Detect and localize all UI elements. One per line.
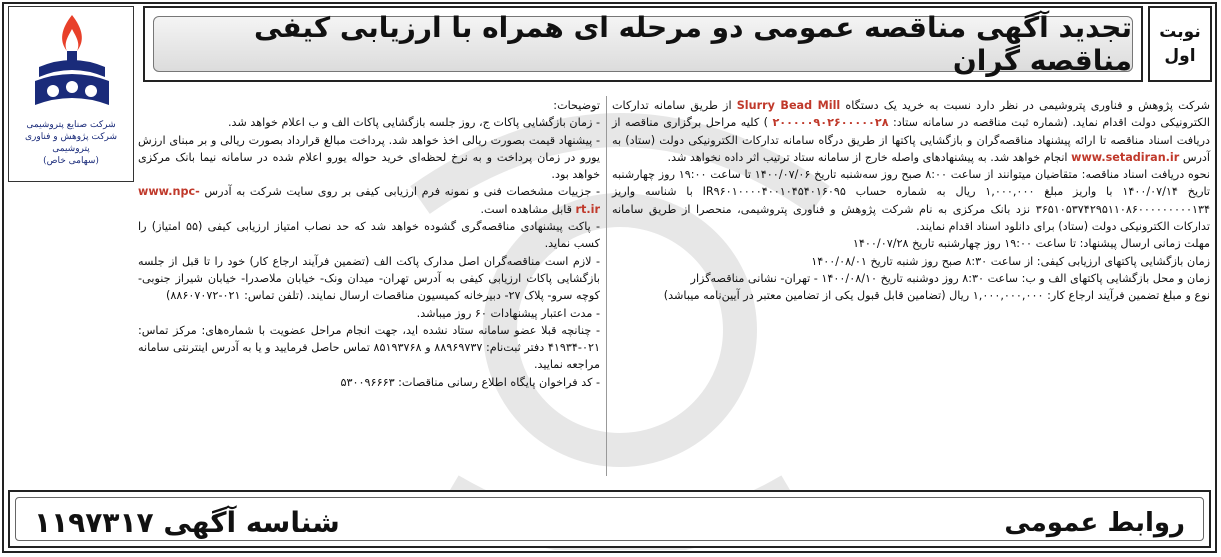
round-label: نوبت bbox=[1159, 22, 1201, 42]
public-relations: روابط عمومی bbox=[1004, 508, 1185, 538]
note-8: - کد فراخوان پایگاه اطلاع رسانی مناقصات: ۵۳۰۰۹۶۶۶۳ bbox=[340, 375, 600, 389]
envelope-opening: زمان و محل بازگشایی پاکتهای الف و ب: ساعت ۸:۳۰ روز دوشنبه تاریخ ۱۴۰۰/۰۸/۱۰ - تهران- نشانی مناقصه‌گزار bbox=[690, 271, 1210, 285]
note-6: - مدت اعتبار پیشنهادات ۶۰ روز میباشد. bbox=[416, 306, 600, 320]
ad-id: شناسه آگهی ۱۱۹۷۳۱۷ bbox=[34, 506, 340, 539]
company-logo bbox=[8, 6, 134, 182]
notes-heading: توضیحات: bbox=[553, 99, 600, 112]
note-2: - پیشنهاد قیمت بصورت ریالی اخذ خواهد شد. پرداخت مبالغ قرارداد بصورت ریالی و بر مبنای ارزش یورو در زمان پرداخت و به نرخ لحظه‌ای خرید حواله یورو اعلام شده در سامانه نیما بانک مرکزی خواهد بود. bbox=[138, 133, 600, 182]
guarantee-amount: نوع و مبلغ تضمین فرآیند ارجاع کار: ۱,۰۰۰,۰۰۰,۰۰۰ ریال (تضامین قابل قبول یکی از تضامین معتبر در آیین‌نامه میباشد) bbox=[663, 289, 1210, 303]
note-4: - پاکت پیشنهادی مناقصه‌گری گشوده خواهد شد که حد نصاب امتیاز ارزیابی کیفی (۵۵ امتیاز) را کسب نماید. bbox=[138, 220, 601, 251]
submission-deadline: مهلت زمانی ارسال پیشنهاد: تا ساعت ۱۹:۰۰ روز چهارشنبه تاریخ ۱۴۰۰/۰۷/۲۸ bbox=[852, 237, 1210, 251]
intro-b: از طریق سامانه تدارکات الکترونیکی دولت اقدام نماید. (شماره ثبت مناقصه در سامانه ستاد: bbox=[612, 99, 1210, 130]
title-inner bbox=[153, 11, 1133, 77]
footer-inner bbox=[15, 497, 1204, 541]
logo-caption-line3: (سهامی خاص) bbox=[43, 156, 99, 166]
npc-link[interactable]: www.npc-rt.ir bbox=[138, 185, 600, 216]
logo-caption-line1: شرکت صنایع پتروشیمی bbox=[26, 120, 116, 130]
logo-caption bbox=[15, 119, 127, 167]
intro-paragraph bbox=[612, 97, 1210, 166]
intro-c: ) کلیه مراحل برگزاری مناقصه از دریافت اسناد مناقصه تا ارائه پیشنهاد مناقصه‌گران و بازگشایی پاکتها از طریق درگاه سامانه تدارکات الکترونیکی دولت (ستاد) به آدرس bbox=[612, 116, 1210, 164]
npc-logo-icon bbox=[9, 7, 135, 117]
intro-d: انجام خواهد شد. به پیشنهادهای واصله خارج از سامانه ستاد ترتیب اثر داده نخواهد شد. bbox=[667, 150, 1068, 164]
note-5: - لازم است مناقصه‌گران اصل مدارک پاکت الف (تضمین فرآیند ارجاع کار) خود را تا قبل از جلسه بازگشایی پاکات ارزیابی کیفی به آدرس تهران- میدان ونک- خیابان ملاصدرا- خیابان شیراز جنوبی- کوچه سرو- پلاک ۲۷- دبیرخانه کمیسیون مناقصات ارسال نمایند. (تلفن تماس: ۰۲۱-۸۸۶۰۷۰۷۲) bbox=[138, 254, 600, 303]
document-retrieval: نحوه دریافت اسناد مناقصه: متقاضیان میتوانند از ساعت ۸:۰۰ صبح روز سه‌شنبه تاریخ ۱۴۰۰/۰۷/۰۶ تا ساعت ۱۹:۰۰ روز چهارشنبه تاریخ ۱۴۰۰/۰۷/۱۴ با واریز مبلغ ۱,۰۰۰,۰۰۰ ریال به شماره حساب IR۹۶۰۱۰۰۰۰۴۰۰۱۰۴۵۴۰۱۶۰۹۵ با شناسه واریز ۳۶۵۱۰۵۳۷۴۲۹۵۱۱۰۸۶۰۰۰۰۰۰۰۰۰۱۳۴ نزد بانک مرکزی به نام شرکت پژوهش و فناوری پتروشیمی، منحصرا از طریق سامانه تدارکات الکترونیکی دولت (ستاد) برای دانلود اسناد اقدام نمایند. bbox=[612, 168, 1211, 234]
tender-details bbox=[612, 97, 1210, 305]
page-title: تجدید آگهی مناقصه عمومی دو مرحله ای همراه با ارزیابی کیفی مناقصه گران bbox=[253, 11, 1132, 77]
logo-caption-line2: شرکت پژوهش و فناوری پتروشیمی bbox=[24, 132, 118, 154]
note-3-b: قابل مشاهده است. bbox=[480, 202, 572, 216]
device-name: Slurry Bead Mill bbox=[736, 99, 841, 112]
note-1: - زمان بازگشایی پاکات ج، روز جلسه بازگشایی پاکات الف و ب اعلام خواهد شد. bbox=[227, 116, 600, 130]
column-divider bbox=[606, 96, 607, 476]
note-3 bbox=[138, 183, 600, 218]
notes-section bbox=[138, 97, 600, 391]
note-7: - چنانچه قبلا عضو سامانه ستاد نشده اید، جهت انجام مراحل عضویت با شماره‌های: مرکز تماس: ۰۲۱-۴۱۹۳۴ دفتر ثبت‌نام: ۸۸۹۶۹۷۳۷ و ۸۵۱۹۳۷۶۸ تماس حاصل فرمایید و یا به آدرس اینترنتی سامانه مراجعه نمایید. bbox=[138, 323, 600, 372]
quality-opening: زمان بازگشایی پاکتهای ارزیابی کیفی: از ساعت ۸:۳۰ صبح روز شنبه تاریخ ۱۴۰۰/۰۸/۰۱ bbox=[811, 254, 1210, 268]
intro-a: شرکت پژوهش و فناوری پتروشیمی در نظر دارد نسبت به خرید یک دستگاه bbox=[845, 99, 1211, 112]
round-badge bbox=[1148, 6, 1212, 82]
footer-bar bbox=[8, 490, 1211, 548]
setad-link[interactable]: www.setadiran.ir bbox=[1071, 150, 1180, 164]
title-banner bbox=[143, 6, 1143, 82]
tender-number: ۲۰۰۰۰۰۹۰۲۶۰۰۰۰۰۲۸ bbox=[772, 116, 889, 130]
note-3-a: - جزییات مشخصات فنی و نمونه فرم ارزیابی کیفی بر روی سایت شرکت به آدرس bbox=[204, 185, 600, 199]
round-value: اول bbox=[1164, 46, 1196, 66]
